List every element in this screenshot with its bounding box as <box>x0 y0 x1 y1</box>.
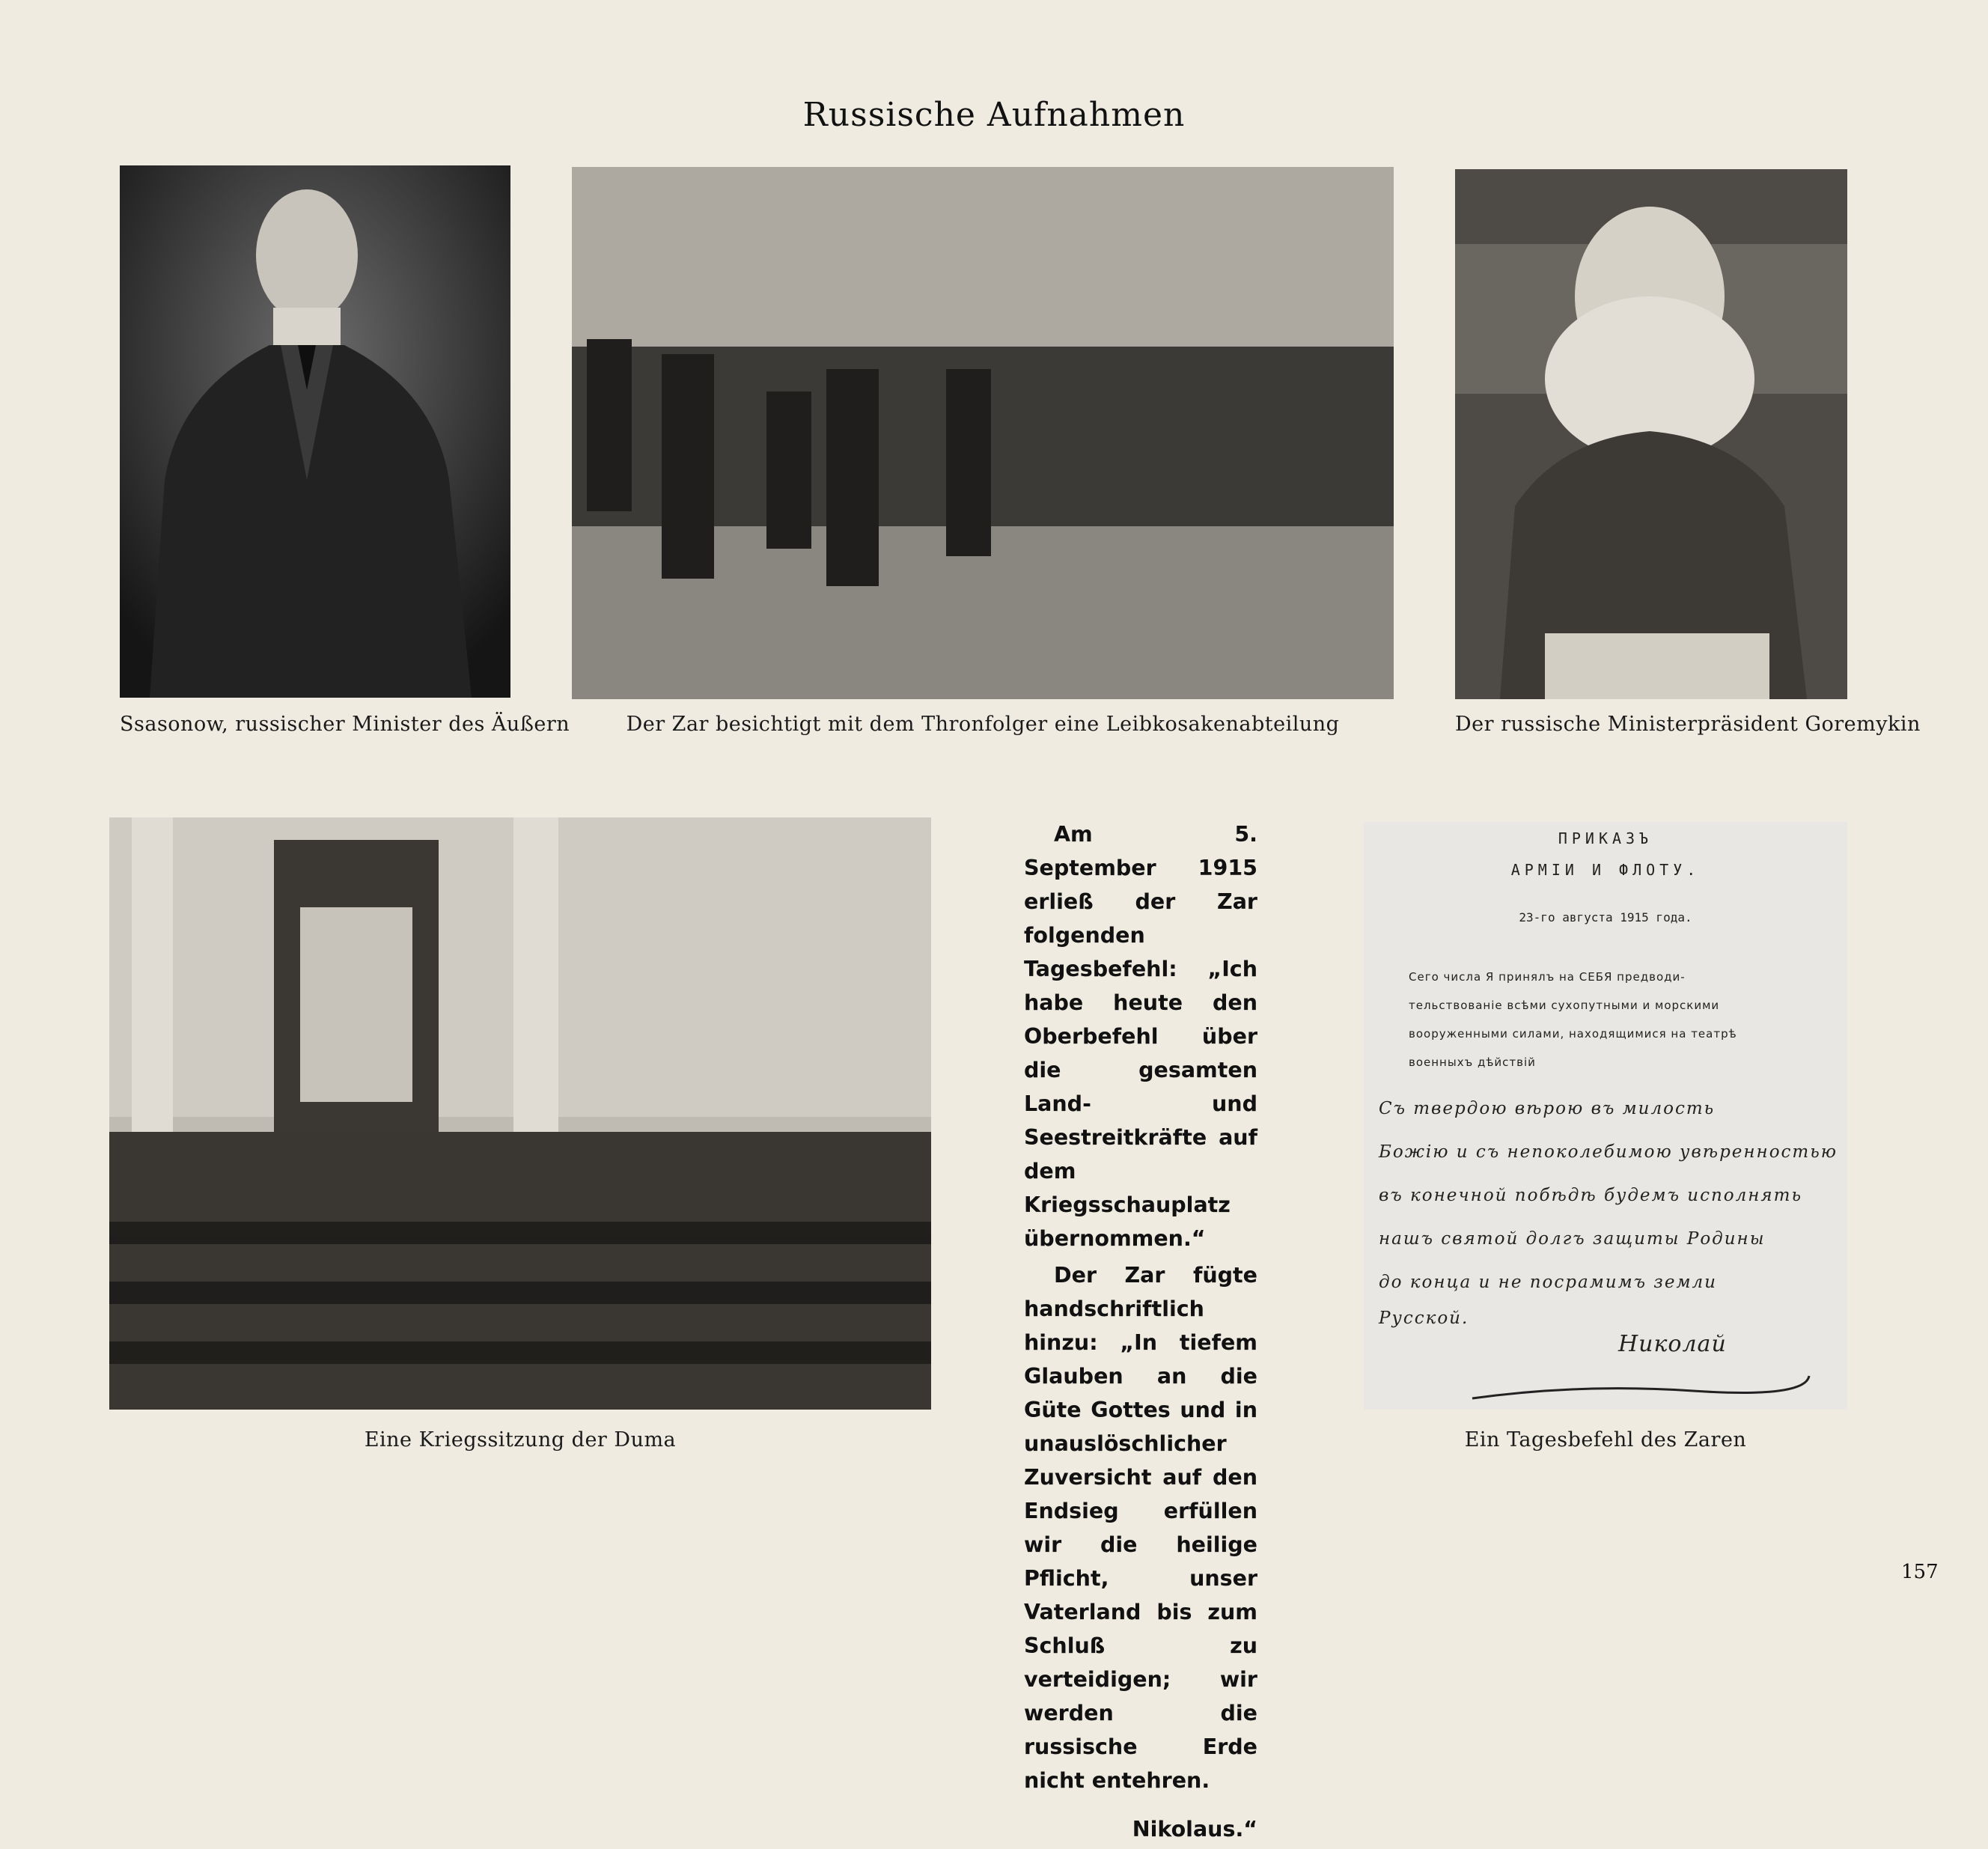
sasonow-caption: Ssasonow, russischer Minister des Äußern <box>120 713 570 736</box>
handwriting-line: до конца и не посрамимъ земли <box>1379 1273 1717 1292</box>
handwriting-line: нашъ святой долгъ защиты Родины <box>1379 1229 1766 1249</box>
zar-inspection-caption: Der Zar besichtigt mit dem Thronfolger eine Leibkosakenabteilung <box>626 713 1340 736</box>
zar-inspection-photo <box>572 167 1394 699</box>
document-heading-1: ПРИКАЗЪ <box>1558 829 1653 847</box>
portrait-sasonow-photo <box>120 165 510 698</box>
page-number: 157 <box>1901 1561 1939 1583</box>
document-body-line: тельствованіе всѣми сухопутными и морскими <box>1409 999 1720 1012</box>
duma-session-photo <box>109 817 931 1410</box>
goremykin-caption: Der russische Ministerpräsident Goremykin <box>1455 713 1921 736</box>
handwriting-line: въ конечной побѣдѣ будемъ исполнять <box>1379 1186 1802 1205</box>
order-paragraph-2: Der Zar fügte handschriftlich hinzu: „In tiefem Glauben an die Güte Gottes und in unauslöschlicher Zuversicht auf den Endsieg erfüllen wir die heilige Pflicht, unser Vaterland bis zum Schluß zu verteidigen; wir werden die russische Erde nicht entehren. <box>1024 1263 1257 1793</box>
order-text-column <box>1024 817 1257 1849</box>
order-document-facsimile <box>1364 822 1847 1410</box>
signature-flourish-icon <box>1469 1361 1813 1406</box>
tagesbefehl-caption: Ein Tagesbefehl des Zaren <box>1464 1428 1747 1452</box>
handwritten-signature: Николай <box>1618 1331 1727 1357</box>
document-body-line: вооруженными силами, находящимися на театрѣ <box>1409 1027 1737 1041</box>
page-title: Russische Aufnahmen <box>802 96 1186 134</box>
order-signature: Nikolaus.“ <box>1132 1817 1257 1842</box>
handwriting-line: Русской. <box>1379 1309 1469 1328</box>
handwriting-line: Божію и съ непоколебимою увѣренностью <box>1379 1142 1838 1162</box>
order-paragraph-1: Am 5. September 1915 erließ der Zar folgenden Tagesbefehl: „Ich habe heute den Oberbefehl über die gesamten Land- und Seestreitkräfte auf dem Kriegsschauplatz übernommen.“ <box>1024 822 1257 1251</box>
duma-caption: Eine Kriegssitzung der Duma <box>364 1428 677 1452</box>
document-body-line: Сего числа Я принялъ на СЕБЯ предводи- <box>1409 970 1686 984</box>
document-heading-2: АРМIИ И ФЛОТУ. <box>1510 861 1701 879</box>
handwriting-line: Съ твердою вѣрою въ милость <box>1379 1099 1716 1118</box>
document-date: 23-го августа 1915 года. <box>1519 910 1692 924</box>
document-body-line: военныхъ дѣйствій <box>1409 1056 1536 1069</box>
portrait-goremykin-photo <box>1455 169 1847 699</box>
